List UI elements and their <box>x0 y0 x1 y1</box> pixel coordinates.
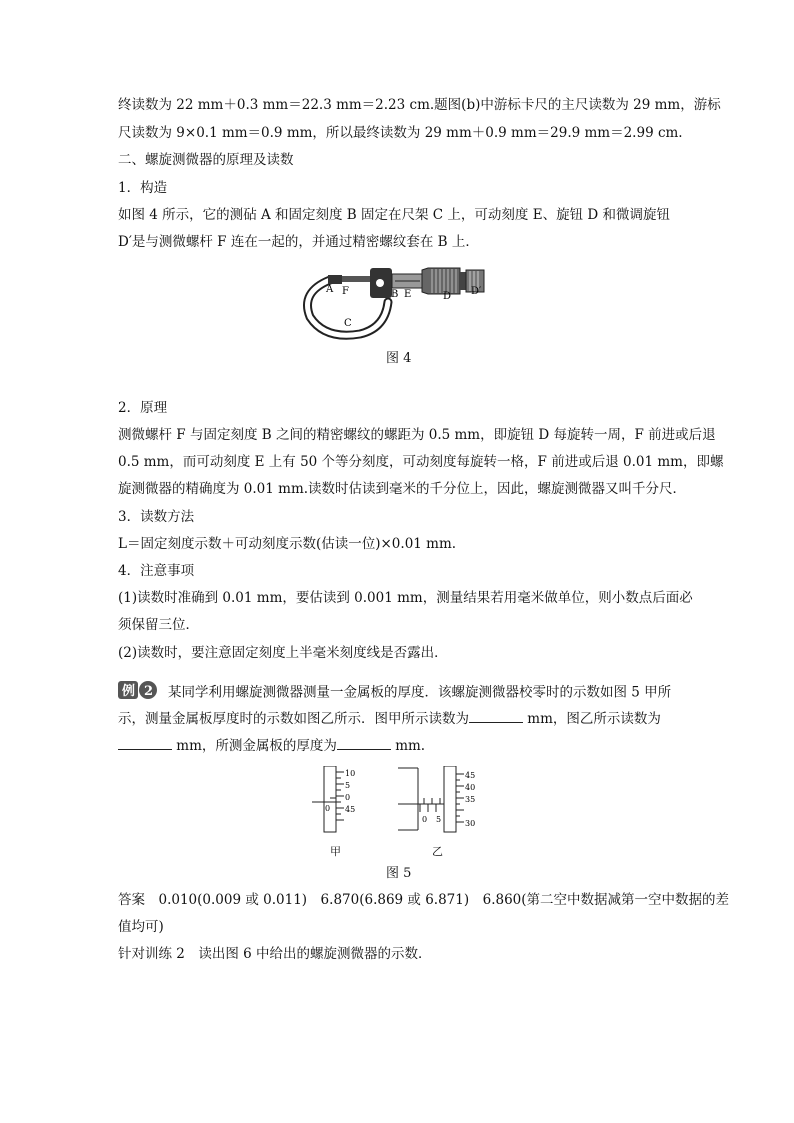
example-text: mm，图乙所示读数为 <box>527 711 661 727</box>
sub-caption-jia: 甲 <box>330 845 341 858</box>
answer-line: 值均可) <box>118 919 164 935</box>
example-line <box>118 680 671 706</box>
tick-label: 5 <box>345 781 351 790</box>
tick-label: 0 <box>422 815 428 824</box>
label-b: B <box>391 289 399 300</box>
tick-label: 45 <box>345 805 356 814</box>
tick-label: 5 <box>436 815 442 824</box>
micrometer-figure <box>300 262 500 342</box>
label-c: C <box>344 318 352 329</box>
text-line: 旋测微器的精确度为 0.01 mm.读数时估读到毫米的千分位上，因此，螺旋测微器又叫千分尺． <box>118 481 687 497</box>
micrometer-reading-jia <box>312 766 370 838</box>
text-line: (2)读数时，要注意固定刻度上半毫米刻度线是否露出． <box>118 645 448 661</box>
answer-blank[interactable] <box>337 737 391 750</box>
example-text: 示，测量金属板厚度时的示数如图乙所示．图甲所示读数为 <box>118 711 469 727</box>
example-label: 例 <box>122 684 136 699</box>
answer-line: 答案 0.010(0.009 或 0.011) 6.870(6.869 或 6.871) 6.860(第二空中数据减第一空中数据的差 <box>118 892 730 908</box>
text-line: 如图 4 所示，它的测砧 A 和固定刻度 B 固定在尺架 C 上，可动刻度 E、旋钮 D 和微调旋钮 <box>118 207 670 223</box>
example-text: mm，所测金属板的厚度为 <box>176 738 337 754</box>
example-text: mm. <box>395 738 426 754</box>
subsection-heading: 4．注意事项 <box>118 563 195 579</box>
text-line: 终读数为 22 mm＋0.3 mm＝22.3 mm＝2.23 cm.题图(b)中游标卡尺的主尺读数为 29 mm，游标 <box>118 97 721 113</box>
subsection-heading: 1．构造 <box>118 180 168 196</box>
section-heading: 二、螺旋测微器的原理及读数 <box>118 152 294 168</box>
tick-label: 0 <box>345 793 351 802</box>
text-line: 尺读数为 9×0.1 mm＝0.9 mm，所以最终读数为 29 mm＋0.9 mm＝29.9 mm＝2.99 cm. <box>118 125 683 141</box>
sub-caption-yi: 乙 <box>432 845 443 858</box>
tick-label: 30 <box>465 819 476 828</box>
training-line: 针对训练 2 读出图 6 中给出的螺旋测微器的示数． <box>118 946 432 962</box>
answer-blank[interactable] <box>118 737 172 750</box>
label-a: A <box>326 284 334 295</box>
example-text: 某同学利用螺旋测微器测量一金属板的厚度．该螺旋测微器校零时的示数如图 5 甲所 <box>168 684 672 701</box>
label-e: E <box>404 289 412 300</box>
formula-line: L＝固定刻度示数＋可动刻度示数(估读一位)×0.01 mm. <box>118 536 457 552</box>
answer-blank[interactable] <box>469 710 523 723</box>
figure-caption: 图 5 <box>386 866 412 881</box>
example-line <box>118 736 425 756</box>
example-number: 2 <box>144 684 154 699</box>
micrometer-reading-yi <box>398 766 488 838</box>
figure-caption: 图 4 <box>386 351 412 366</box>
text-line: 须保留三位． <box>118 617 199 633</box>
subsection-heading: 2．原理 <box>118 400 168 416</box>
text-line: (1)读数时准确到 0.01 mm，要估读到 0.001 mm，测量结果若用毫米做单位，则小数点后面必 <box>118 590 693 606</box>
tick-label: 45 <box>465 771 476 780</box>
tick-label: 35 <box>465 795 476 804</box>
tick-label: 40 <box>465 783 476 792</box>
label-f: F <box>342 286 349 297</box>
text-line: 测微螺杆 F 与固定刻度 B 之间的精密螺纹的螺距为 0.5 mm，即旋钮 D 每旋转一周，F 前进或后退 <box>118 427 716 443</box>
subsection-heading: 3．读数方法 <box>118 509 195 525</box>
example-badge <box>118 680 158 706</box>
text-line: 0.5 mm，而可动刻度 E 上有 50 个等分刻度，可动刻度每旋转一格，F 前进或后退 0.01 mm，即螺 <box>118 454 724 470</box>
text-line: D′是与测微螺杆 F 连在一起的，并通过精密螺纹套在 B 上． <box>118 234 479 250</box>
label-d: D <box>443 291 452 302</box>
example-line <box>118 709 661 729</box>
tick-label: 0 <box>325 804 331 813</box>
tick-label: 10 <box>345 769 356 778</box>
label-d-prime: D′ <box>471 286 482 297</box>
